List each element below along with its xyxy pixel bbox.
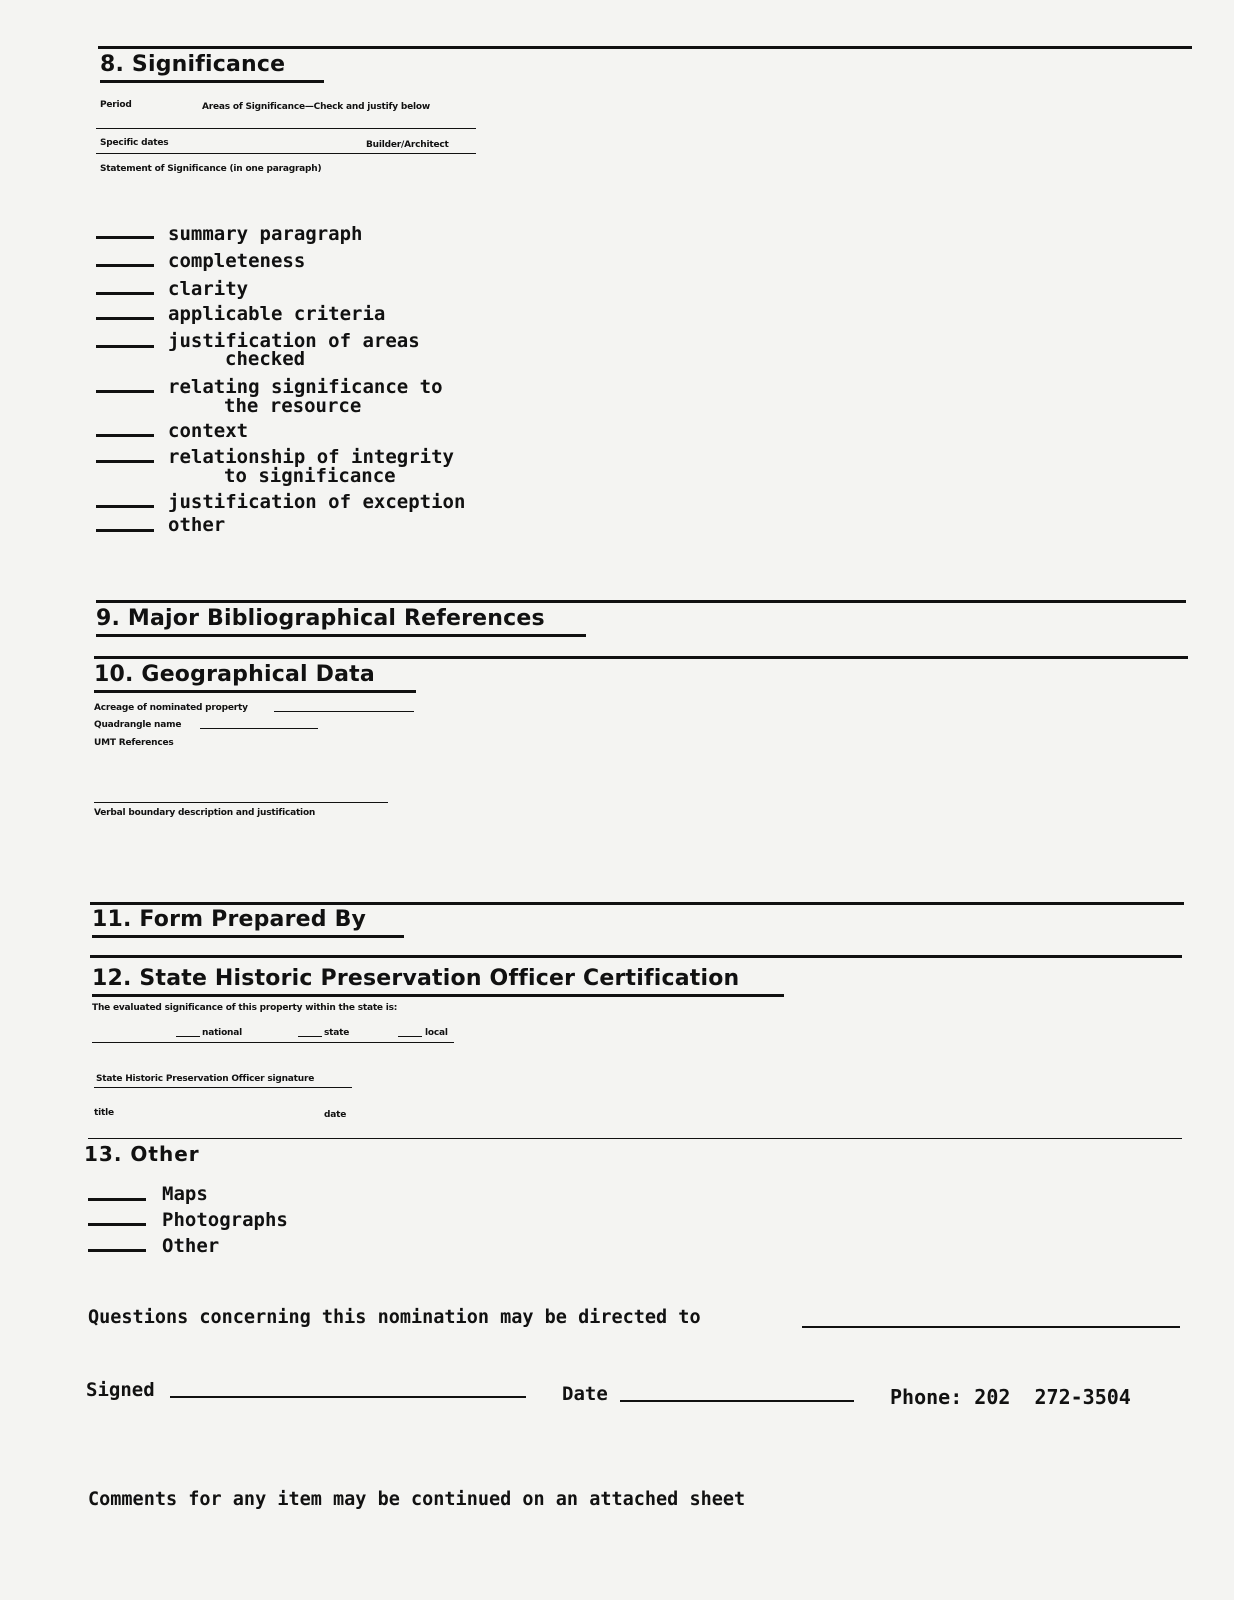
section11-top-rule xyxy=(90,902,1184,905)
check-label-justification-cont: checked xyxy=(225,348,306,370)
check-label-relating: relating significance to xyxy=(168,376,443,398)
other-label-photographs: Photographs xyxy=(162,1209,288,1231)
shpo-signature-label: State Historic Preservation Officer signature xyxy=(96,1074,315,1084)
section10-top-rule xyxy=(94,656,1188,659)
quadrangle-field[interactable] xyxy=(200,728,318,729)
utm-references-label: UMT References xyxy=(94,738,174,748)
section8-top-rule xyxy=(98,46,1192,49)
areas-of-significance-label: Areas of Significance—Check and justify below xyxy=(202,102,430,112)
evaluated-significance-label: The evaluated significance of this property within the state is: xyxy=(92,1003,398,1013)
comments-text: Comments for any item may be continued on an attached sheet xyxy=(88,1489,746,1510)
dates-rule xyxy=(96,153,476,154)
acreage-field[interactable] xyxy=(274,711,414,712)
specific-dates-label: Specific dates xyxy=(100,138,169,148)
date-field[interactable] xyxy=(620,1400,854,1402)
builder-architect-label: Builder/Architect xyxy=(366,140,449,150)
section13-top-rule xyxy=(88,1138,1182,1139)
local-label: local xyxy=(425,1028,448,1038)
shpo-signature-rule xyxy=(94,1087,352,1088)
check-label-context: context xyxy=(168,420,249,442)
check-blank-other[interactable] xyxy=(96,529,154,532)
utm-bottom-rule xyxy=(94,802,388,803)
check-label-clarity: clarity xyxy=(168,278,249,300)
other-label-maps: Maps xyxy=(162,1183,208,1205)
check-label-justification: justification of areas xyxy=(168,330,420,352)
other-blank-maps[interactable] xyxy=(88,1198,146,1201)
significance-rule xyxy=(92,1042,454,1043)
check-blank-exception[interactable] xyxy=(96,505,154,508)
check-blank-relating[interactable] xyxy=(96,390,154,393)
section9-title: 9. Major Bibliographical References xyxy=(96,606,586,637)
other-label-other: Other xyxy=(162,1235,220,1257)
section12-top-rule xyxy=(90,955,1182,958)
check-blank-summary[interactable] xyxy=(96,236,154,239)
check-blank-completeness[interactable] xyxy=(96,264,154,267)
section8-title: 8. Significance xyxy=(100,52,324,83)
questions-text: Questions concerning this nomination may be directed to xyxy=(88,1307,701,1328)
period-label: Period xyxy=(100,100,132,110)
signed-label: Signed xyxy=(86,1379,155,1401)
date-label: date xyxy=(324,1110,347,1120)
check-blank-clarity[interactable] xyxy=(96,292,154,295)
check-blank-context[interactable] xyxy=(96,434,154,437)
check-blank-integrity[interactable] xyxy=(96,460,154,463)
section11-title: 11. Form Prepared By xyxy=(92,907,404,938)
other-blank-photographs[interactable] xyxy=(88,1223,146,1226)
date-footer-label: Date xyxy=(562,1383,608,1405)
check-blank-justification[interactable] xyxy=(96,345,154,348)
section10-title: 10. Geographical Data xyxy=(94,662,416,693)
other-blank-other[interactable] xyxy=(88,1249,146,1252)
section13-title: 13. Other xyxy=(84,1142,200,1166)
verbal-boundary-label: Verbal boundary description and justification xyxy=(94,808,316,818)
quadrangle-label: Quadrangle name xyxy=(94,720,182,730)
questions-field[interactable] xyxy=(802,1326,1180,1328)
state-blank[interactable] xyxy=(298,1036,322,1037)
national-blank[interactable] xyxy=(176,1036,200,1037)
check-label-integrity: relationship of integrity xyxy=(168,446,454,468)
check-blank-criteria[interactable] xyxy=(96,317,154,320)
local-blank[interactable] xyxy=(398,1036,422,1037)
check-label-exception: justification of exception xyxy=(168,491,466,513)
check-label-completeness: completeness xyxy=(168,250,306,272)
check-label-summary: summary paragraph xyxy=(168,223,363,245)
phone-text: Phone: 202 272-3504 xyxy=(890,1385,1131,1409)
check-label-criteria: applicable criteria xyxy=(168,303,386,325)
section12-title: 12. State Historic Preservation Officer Certification xyxy=(92,966,784,997)
acreage-label: Acreage of nominated property xyxy=(94,703,248,713)
period-rule xyxy=(96,128,476,129)
check-label-relating-cont: the resource xyxy=(224,395,362,417)
check-label-other: other xyxy=(168,514,226,536)
title-label: title xyxy=(94,1108,114,1118)
signed-field[interactable] xyxy=(170,1396,526,1398)
check-label-integrity-cont: to significance xyxy=(224,465,396,487)
state-label: state xyxy=(324,1028,350,1038)
statement-of-significance-label: Statement of Significance (in one paragraph) xyxy=(100,164,322,174)
national-label: national xyxy=(202,1028,243,1038)
section9-top-rule xyxy=(96,600,1186,603)
